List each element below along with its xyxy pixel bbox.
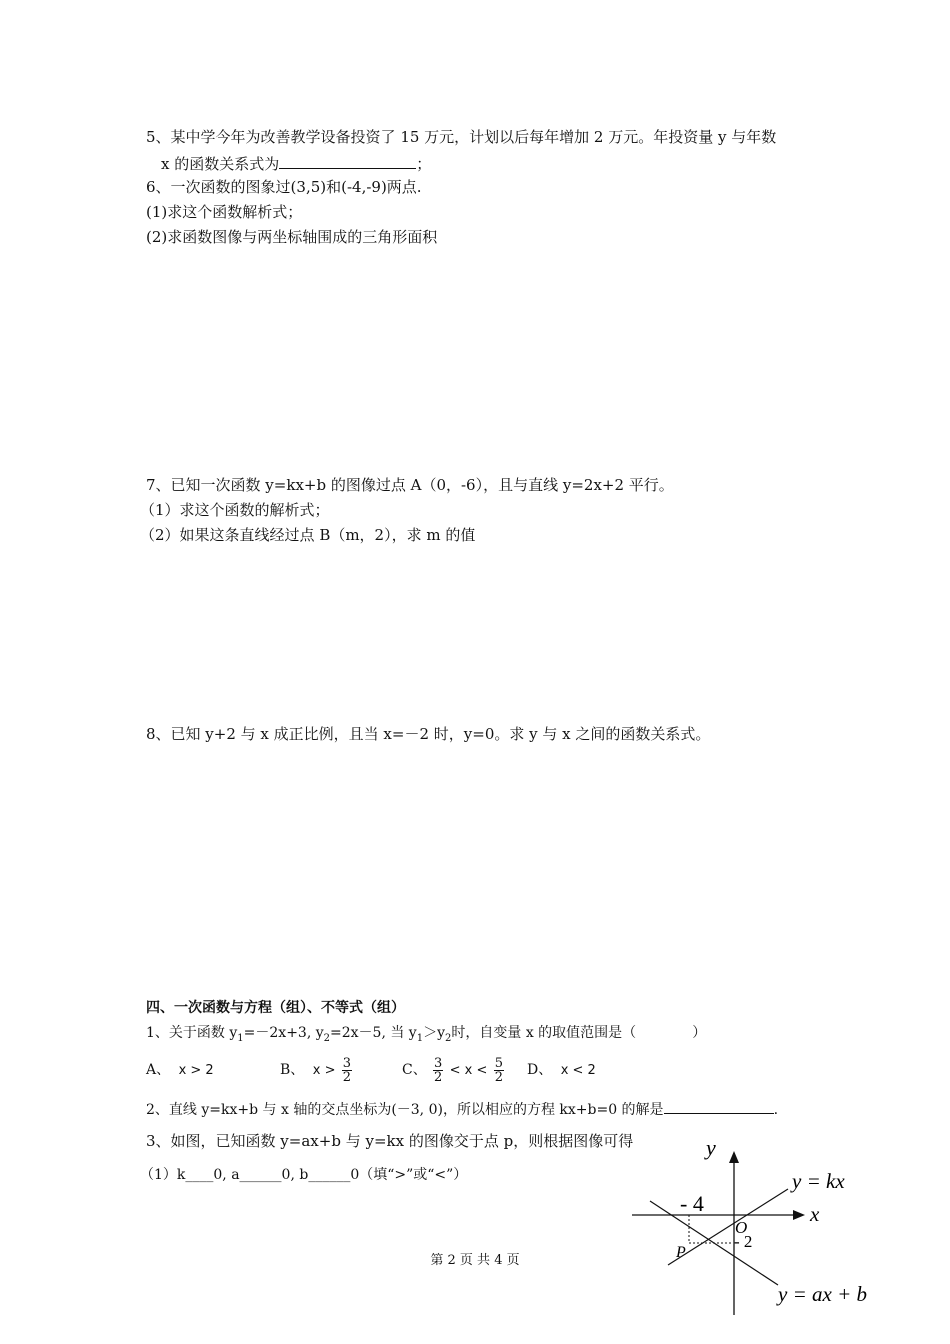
s4-q1-sub3: 1 bbox=[416, 1032, 424, 1044]
line-kx-label: y = kx bbox=[792, 1169, 845, 1193]
s4-q1-sub4: 2 bbox=[445, 1032, 452, 1044]
s4-q1-stem-e: 时，自变量 x 的取值范围是（ bbox=[451, 1025, 637, 1041]
q5-line2-text: x 的函数关系式为 bbox=[161, 155, 280, 173]
q7-part2: （2）如果这条直线经过点 B（m，2），求 m 的值 bbox=[140, 526, 476, 544]
option-c-den2: 2 bbox=[494, 1069, 503, 1085]
s4-q2 bbox=[146, 1098, 778, 1120]
option-b-fraction bbox=[342, 1057, 352, 1084]
y-axis-arrow bbox=[729, 1151, 739, 1163]
option-c-fraction-1 bbox=[433, 1057, 443, 1084]
label-minus-4: - 4 bbox=[680, 1191, 704, 1216]
option-b-den: 2 bbox=[342, 1069, 352, 1085]
s4-q1-stem-b: =－2x+3, y bbox=[243, 1025, 324, 1041]
option-c-num1: 3 bbox=[434, 1055, 443, 1071]
s4-q1-stem bbox=[146, 1023, 706, 1049]
page-footer: 第 2 页 共 4 页 bbox=[430, 1253, 520, 1268]
s4-q2-answer-blank[interactable] bbox=[664, 1098, 774, 1114]
line-axb-label: y = ax + b bbox=[778, 1282, 867, 1306]
point-p-label: P bbox=[676, 1244, 686, 1261]
option-b[interactable] bbox=[280, 1050, 354, 1091]
s4-q2-end: . bbox=[773, 1102, 779, 1118]
option-a[interactable] bbox=[146, 1060, 214, 1081]
q7-part1: （1）求这个函数的解析式； bbox=[140, 501, 330, 519]
q5-answer-blank[interactable] bbox=[279, 153, 416, 169]
option-c[interactable] bbox=[402, 1050, 506, 1091]
option-b-num: 3 bbox=[342, 1055, 352, 1071]
q7-stem: 7、已知一次函数 y=kx+b 的图像过点 A（0，-6），且与直线 y=2x+2 平行。 bbox=[146, 476, 674, 494]
y-axis-label: y bbox=[706, 1135, 716, 1160]
origin-label: O bbox=[735, 1218, 748, 1237]
s4-q1-stem-d: ＞y bbox=[423, 1025, 446, 1041]
x-axis-label: x bbox=[810, 1202, 820, 1226]
option-c-mid: < x < bbox=[449, 1063, 488, 1078]
option-c-num2: 5 bbox=[494, 1055, 503, 1071]
option-a-label: A、 bbox=[146, 1062, 171, 1078]
section4-heading: 四、一次函数与方程（组）、不等式（组） bbox=[146, 1000, 405, 1016]
option-d[interactable] bbox=[527, 1060, 596, 1081]
option-c-label: C、 bbox=[402, 1062, 427, 1078]
s4-q1-stem-end: ） bbox=[692, 1025, 707, 1041]
option-c-fraction-2 bbox=[494, 1057, 504, 1084]
label-minus-2: - 2 bbox=[734, 1232, 753, 1251]
s4-q1-stem-c: =2x－5, 当 y bbox=[330, 1025, 417, 1041]
option-d-expr: x < 2 bbox=[560, 1063, 596, 1078]
s4-q2-text: 2、直线 y=kx+b 与 x 轴的交点坐标为(－3, 0)，所以相应的方程 kx+b=0 的解是 bbox=[146, 1102, 664, 1118]
q5-line1: 5、某中学今年为改善教学设备投资了 15 万元，计划以后每年增加 2 万元。年投资量 y 与年数 bbox=[146, 128, 777, 146]
q6-part1: (1)求这个函数解析式； bbox=[146, 203, 303, 221]
q5-line2-end: ； bbox=[416, 155, 432, 173]
option-b-pre: x > bbox=[312, 1063, 336, 1078]
s4-q3-stem: 3、如图，已知函数 y=ax+b 与 y=kx 的图像交于点 p，则根据图像可得 bbox=[146, 1132, 634, 1150]
s4-q1-stem-a: 1、关于函数 y bbox=[146, 1025, 238, 1041]
s4-q1-sub2: 2 bbox=[323, 1032, 331, 1044]
option-b-label: B、 bbox=[280, 1062, 305, 1078]
s4-q1-sub1: 1 bbox=[237, 1032, 244, 1044]
q6-stem: 6、一次函数的图象过(3,5)和(-4,-9)两点. bbox=[146, 178, 422, 196]
s4-q3-part1: （1）k____0, a______0, b______0（填“>”或“<”） bbox=[140, 1167, 468, 1183]
q6-part2: (2)求函数图像与两坐标轴围成的三角形面积 bbox=[146, 228, 438, 246]
graph-figure bbox=[620, 1135, 880, 1315]
q5-line2 bbox=[161, 153, 431, 174]
option-d-label: D、 bbox=[527, 1062, 553, 1078]
x-axis-arrow bbox=[793, 1210, 805, 1220]
option-a-expr: x > 2 bbox=[178, 1063, 214, 1078]
q8-stem: 8、已知 y+2 与 x 成正比例，且当 x=－2 时，y=0。求 y 与 x 之间的函数关系式。 bbox=[146, 725, 711, 743]
option-c-den1: 2 bbox=[434, 1069, 443, 1085]
